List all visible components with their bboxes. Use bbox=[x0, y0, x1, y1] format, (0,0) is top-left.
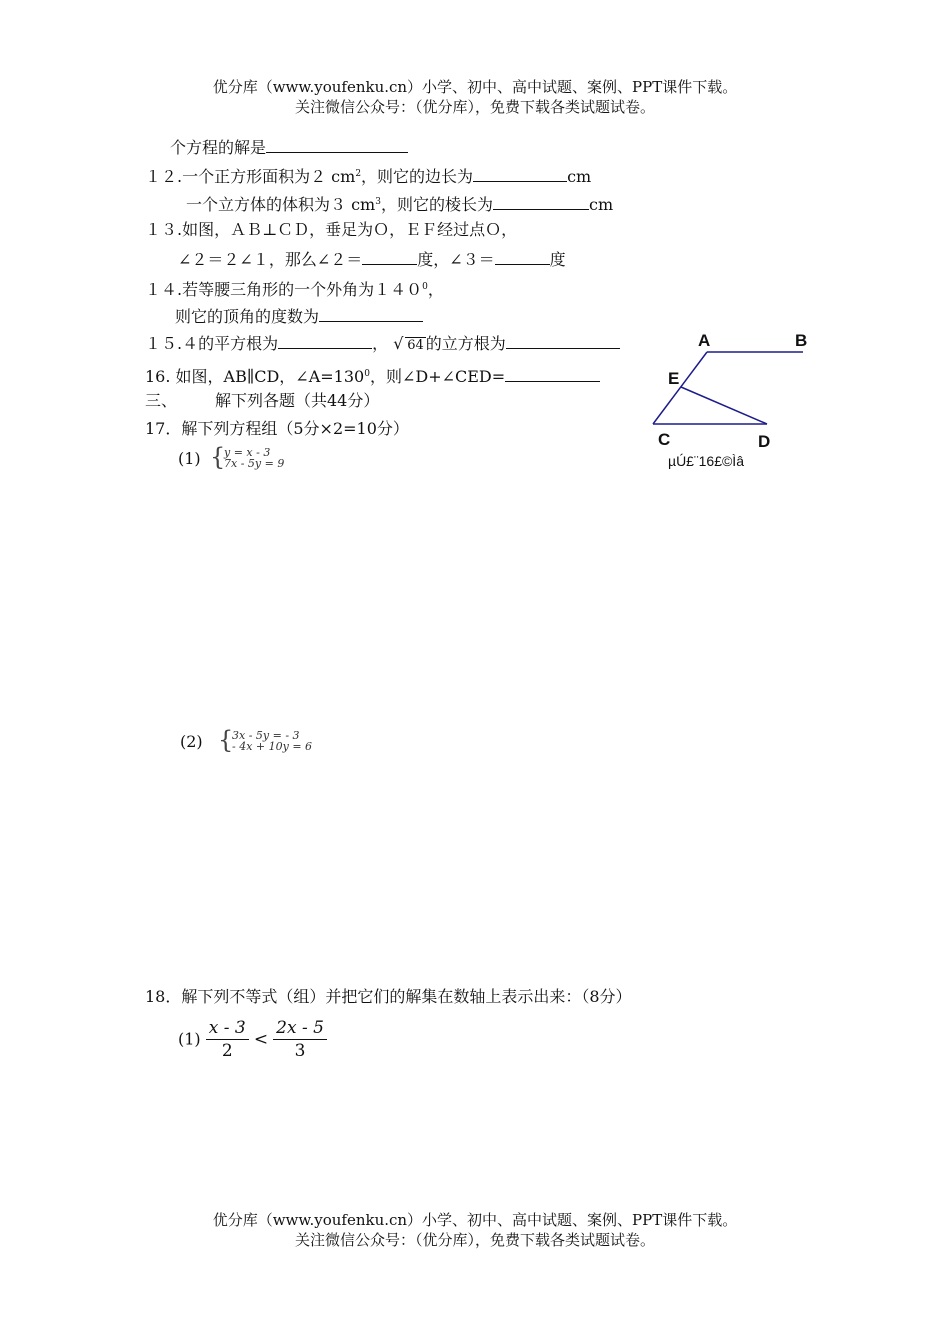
q14-comma: ， bbox=[427, 280, 444, 299]
q14-degree: 0 bbox=[422, 282, 428, 292]
rhs-denominator: 3 bbox=[294, 1041, 306, 1061]
q18-title: 18．解下列不等式（组）并把它们的解集在数轴上表示出来：（8分） bbox=[145, 987, 632, 1006]
q14-text: １４.若等腰三角形的一个外角为１４０ bbox=[145, 280, 423, 299]
q13-angle2-blank[interactable] bbox=[362, 248, 417, 265]
q14-answer-blank[interactable] bbox=[319, 305, 423, 322]
q16-text-b: ，则∠D+∠CED= bbox=[369, 367, 506, 386]
label-d: D bbox=[758, 432, 771, 451]
radical-icon: √ bbox=[393, 334, 404, 353]
q16-degree: 0 bbox=[364, 369, 370, 379]
lhs-denominator: 2 bbox=[221, 1041, 233, 1061]
q17-part1-label: (1) bbox=[178, 449, 201, 468]
label-e: E bbox=[668, 369, 680, 388]
brace-icon: { bbox=[218, 726, 234, 754]
q12-a-prefix: １２.一个正方形面积为２ cm bbox=[145, 167, 356, 186]
q15-text-a: １５.４的平方根为 bbox=[145, 334, 279, 353]
q12-exp3: 3 bbox=[375, 197, 381, 207]
q12-b-unit: cm bbox=[588, 195, 614, 214]
q13-text-b: 度，∠３＝ bbox=[417, 250, 495, 269]
q17-p2-eq2: - 4x + 10y = 6 bbox=[232, 740, 313, 753]
q16-line bbox=[145, 364, 600, 387]
less-than-sign: < bbox=[253, 1029, 269, 1050]
q16-answer-blank[interactable] bbox=[505, 365, 600, 382]
lhs-numerator: x - 3 bbox=[206, 1017, 249, 1040]
footer-line-2: 关注微信公众号：（优分库），免费下载各类试题试卷。 bbox=[294, 1231, 655, 1249]
q15-cube-root-blank[interactable] bbox=[506, 332, 620, 349]
q12-b-prefix: 一个立方体的体积为３ cm bbox=[186, 195, 376, 214]
q11-text: 个方程的解是 bbox=[170, 138, 267, 157]
q17-p2-eq1: 3x - 5y = - 3 bbox=[232, 729, 300, 742]
q17-system-1 bbox=[210, 445, 350, 471]
q15-text-b: 的立方根为 bbox=[425, 334, 506, 353]
q13-line-2 bbox=[178, 248, 566, 270]
q11-answer-blank[interactable] bbox=[266, 136, 408, 153]
q13-text-c: 度 bbox=[549, 250, 566, 269]
q17-system-2 bbox=[218, 728, 398, 754]
figure-caption: µÚ£¨16£©Ìâ bbox=[668, 453, 744, 469]
rhs-numerator: 2x - 5 bbox=[273, 1017, 327, 1040]
q17-p1-eq2: 7x - 5y = 9 bbox=[224, 457, 285, 470]
q18-lhs-fraction bbox=[206, 1017, 249, 1062]
q12-b-answer-blank[interactable] bbox=[493, 193, 589, 210]
q18-part1-label: (1) bbox=[178, 1029, 201, 1049]
section-3-number: 三、 bbox=[145, 391, 178, 410]
q11-tail bbox=[170, 136, 408, 158]
q15-line bbox=[145, 332, 620, 356]
sqrt-64 bbox=[393, 336, 426, 356]
header-line-1: 优分库（www.youfenku.cn）小学、初中、高中试题、案例、PPT课件下载。 bbox=[212, 78, 738, 96]
q13-text-a: ∠２＝２∠１，那么∠２＝ bbox=[178, 250, 363, 269]
q16-text-a: 16. 如图，AB∥CD，∠A=130 bbox=[145, 367, 365, 386]
q15-square-root-blank[interactable] bbox=[278, 332, 372, 349]
q17-p1-eq1: y = x - 3 bbox=[224, 446, 271, 459]
label-b: B bbox=[795, 331, 808, 350]
segment-ed bbox=[681, 387, 767, 424]
footer-line-1: 优分库（www.youfenku.cn）小学、初中、高中试题、案例、PPT课件下载。 bbox=[212, 1211, 738, 1229]
q13-angle3-blank[interactable] bbox=[495, 248, 550, 265]
brace-icon: { bbox=[210, 443, 226, 471]
segment-ac bbox=[653, 352, 707, 424]
q12-line-1 bbox=[145, 164, 591, 187]
q18-part1 bbox=[178, 1017, 327, 1062]
label-c: C bbox=[658, 430, 671, 449]
q12-a-answer-blank[interactable] bbox=[473, 165, 567, 182]
q12-a-suffix: ，则它的边长为 bbox=[361, 167, 474, 186]
q13-line-1: １３.如图，ＡＢ⊥ＣＤ，垂足为Ｏ，ＥＦ经过点Ｏ， bbox=[145, 220, 518, 239]
section-3-title: 解下列各题（共44分） bbox=[215, 391, 380, 410]
q17-part2-label: (2) bbox=[180, 732, 203, 751]
header-line-2: 关注微信公众号：（优分库），免费下载各类试题试卷。 bbox=[294, 98, 655, 116]
q12-line-2 bbox=[186, 192, 613, 215]
q14-line-1 bbox=[145, 277, 444, 300]
q14-line-2 bbox=[175, 305, 423, 327]
label-a: A bbox=[698, 331, 711, 350]
q18-rhs-fraction bbox=[273, 1017, 327, 1062]
q17-title: 17．解下列方程组（5分×2=10分） bbox=[145, 419, 409, 438]
q15-comma: ， bbox=[372, 334, 389, 353]
q12-b-suffix: ，则它的棱长为 bbox=[380, 195, 493, 214]
q14-text-2: 则它的顶角的度数为 bbox=[175, 307, 320, 326]
q12-a-unit: cm bbox=[567, 167, 592, 186]
q12-exp2: 2 bbox=[355, 169, 362, 179]
radicand: 64 bbox=[407, 338, 424, 353]
